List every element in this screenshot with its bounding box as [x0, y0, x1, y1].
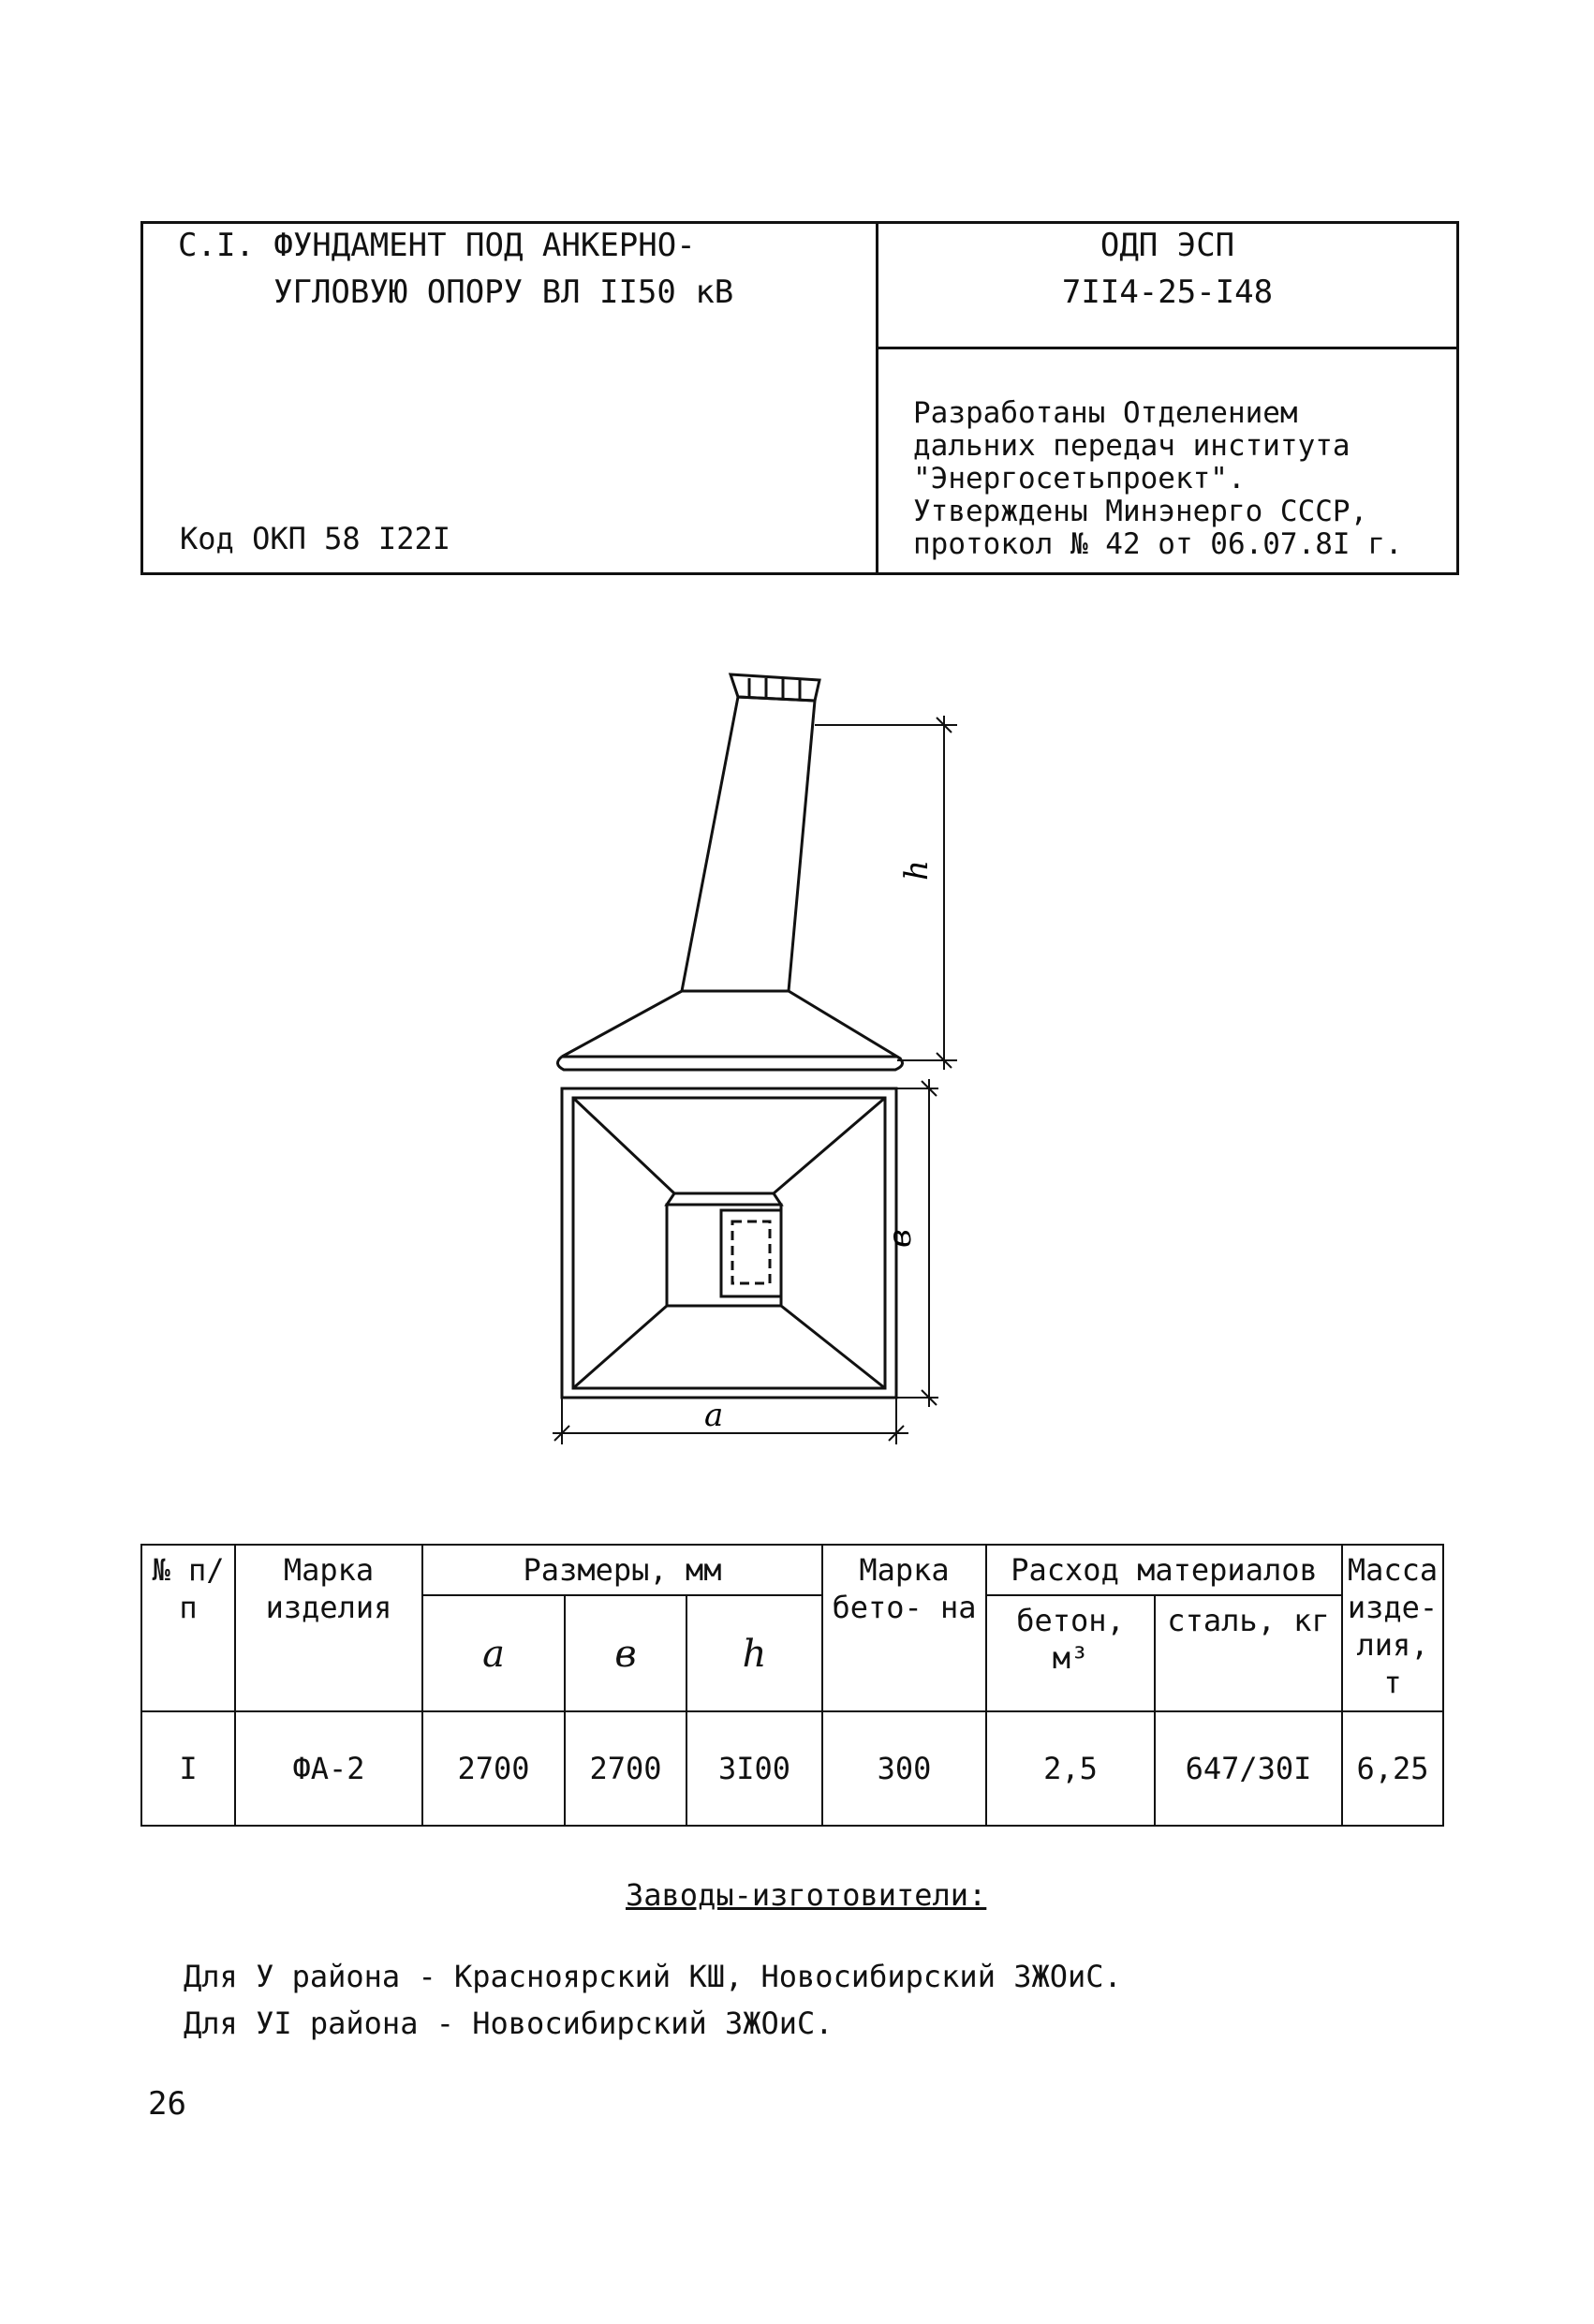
cell-steel: 647/30I [1155, 1711, 1342, 1826]
cell-concrete: 2,5 [986, 1711, 1155, 1826]
header-num: № п/п [141, 1545, 235, 1711]
foundation-drawing [524, 656, 993, 1480]
cell-mark: ФА-2 [235, 1711, 422, 1826]
header-size-a [422, 1595, 565, 1711]
manufacturers-line-2: Для УI района - Новосибирский ЗЖОиС. [184, 2006, 834, 2041]
developer-line-4: Утверждены Минэнерго СССР, [913, 495, 1368, 528]
developer-line-2: дальних передач института [913, 429, 1350, 463]
header-size-a-label: a [482, 1633, 505, 1676]
cell-b: 2700 [565, 1711, 686, 1826]
header-steel: сталь, кг [1155, 1595, 1342, 1711]
document-title-line-1: С.I. ФУНДАМЕНТ ПОД АНКЕРНО- [178, 227, 696, 264]
header-mass: Масса изде- лия, т [1342, 1545, 1443, 1711]
dim-label-h: h [898, 860, 936, 881]
inclined-column [682, 697, 815, 991]
header-materials: Расход материалов [986, 1545, 1342, 1595]
developer-line-1: Разработаны Отделением [913, 396, 1298, 430]
document-organization: ОДП ЭСП [1100, 227, 1235, 264]
base-slab-elevation [562, 991, 897, 1057]
header-divider-horizontal [876, 347, 1459, 349]
header-size-b-label: в [614, 1633, 637, 1676]
header-sizes: Размеры, мм [422, 1545, 822, 1595]
table-header-row [141, 1545, 1443, 1595]
manufacturers-line-1: Для У района - Красноярский КШ, Новосибирский ЗЖОиС. [184, 1959, 1122, 1994]
header-mark: Марка изделия [235, 1545, 422, 1711]
developer-line-5: протокол № 42 от 06.07.8I г. [913, 527, 1403, 561]
header-size-h-label: h [742, 1633, 767, 1676]
cell-num: I [141, 1711, 235, 1826]
manufacturers-title: Заводы-изготовители: [626, 1877, 987, 1913]
okp-code: Код ОКП 58 I22I [180, 521, 450, 556]
document-number: 7II4-25-I48 [1061, 274, 1274, 311]
specification-table [140, 1544, 1444, 1827]
dim-label-b: в [881, 1229, 919, 1248]
cell-h: 3I00 [686, 1711, 822, 1826]
header-concrete-mark: Марка бето- на [822, 1545, 986, 1711]
cell-mass: 6,25 [1342, 1711, 1443, 1826]
table-row [141, 1711, 1443, 1826]
anchor-outline [732, 1221, 770, 1283]
header-size-b [565, 1595, 686, 1711]
plan-column-base [667, 1205, 781, 1306]
header-concrete: бетон, м³ [986, 1595, 1155, 1711]
cell-a: 2700 [422, 1711, 565, 1826]
header-size-h [686, 1595, 822, 1711]
dim-label-a: a [704, 1397, 724, 1434]
page-number: 26 [148, 2085, 186, 2123]
document-title-line-2: УГЛОВУЮ ОПОРУ ВЛ II50 кВ [273, 274, 734, 311]
developer-line-3: "Энергосетьпроект". [913, 462, 1246, 496]
cell-concrete-mark: 300 [822, 1711, 986, 1826]
